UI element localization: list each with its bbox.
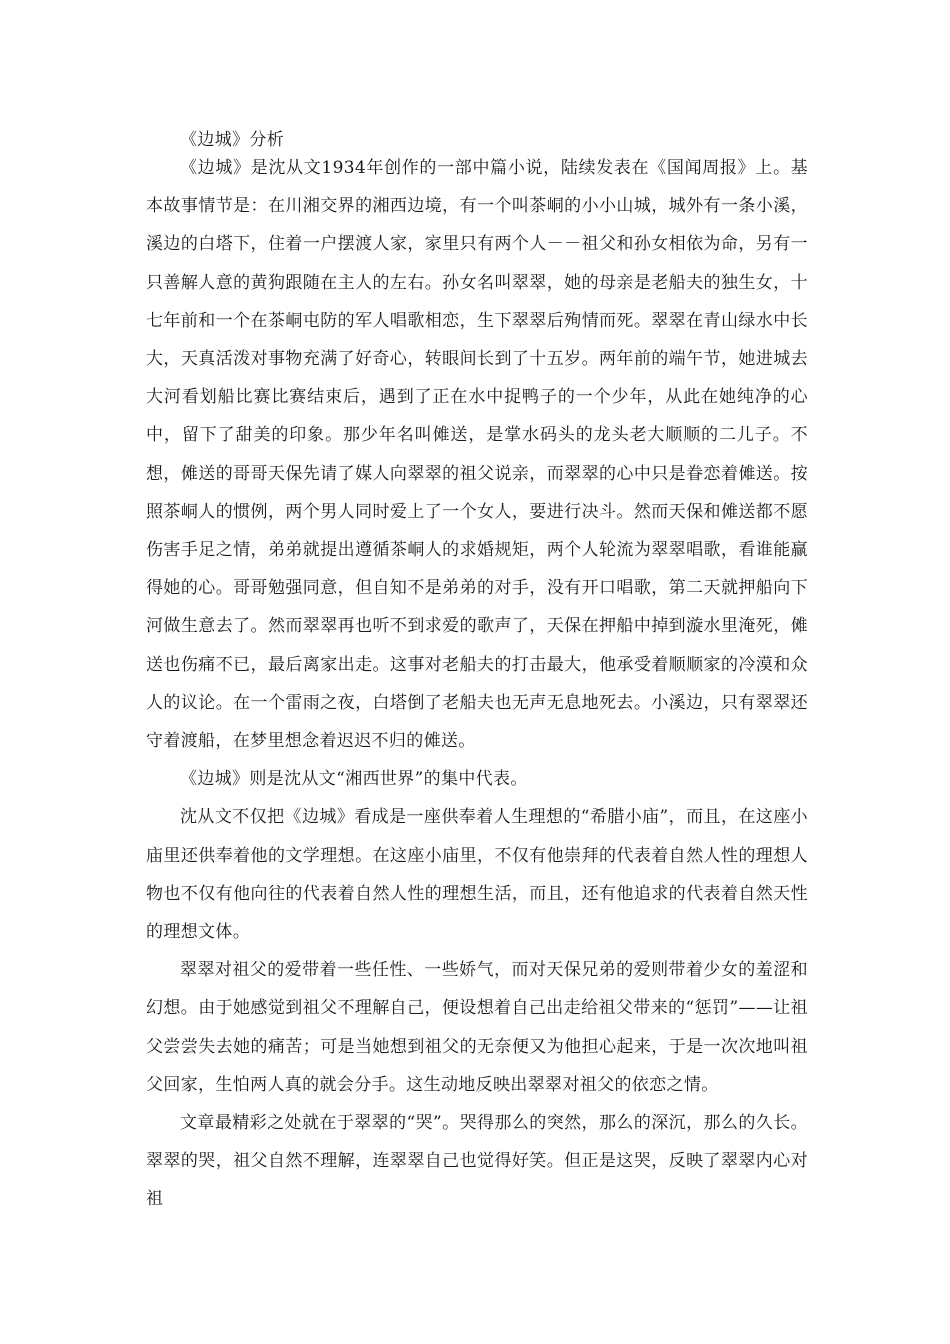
document-body xyxy=(146,125,808,1219)
paragraph-xiangxi-world: 《边城》则是沈从文“湘西世界”的集中代表。 xyxy=(180,769,528,790)
document-title: 《边城》分析 xyxy=(180,130,285,150)
paragraph-greek-temple: 沈从文不仅把《边城》看成是一座供奉着人生理想的“希腊小庙”，而且，在这座小庙里还供奉着他的文学理想。在这座小庙里，不仅有他崇拜的代表着自然人性的理想人物也不仅有他向往的代表着自然人性的理想生活，而且，还有他追求的代表着自然天性的理想文体。 xyxy=(146,807,808,943)
paragraph-cuicui-crying: 文章最精彩之处就在于翠翠的“哭”。哭得那么的突然，那么的深沉，那么的久长。翠翠的哭，祖父自然不理解，连翠翠自己也觉得好笑。但正是这哭，反映了翠翠内心对祖 xyxy=(146,1113,808,1210)
paragraph-cuicui-grandfather: 翠翠对祖父的爱带着一些任性、一些娇气，而对天保兄弟的爱则带着少女的羞涩和幻想。由于她感觉到祖父不理解自己，便设想着自己出走给祖父带来的“惩罚”——让祖父尝尝失去她的痛苦；可是当她想到祖父的无奈便又为他担心起来，于是一次次地叫祖父回家，生怕两人真的就会分手。这生动地反映出翠翠对祖父的依恋之情。 xyxy=(146,960,808,1095)
paragraph-story-summary: 《边城》是沈从文1934年创作的一部中篇小说，陆续发表在《国闻周报》上。基本故事情节是：在川湘交界的湘西边境，有一个叫茶峒的小小山城，城外有一条小溪，溪边的白塔下，住着一户摆渡人家，家里只有两个人－－祖父和孙女相依为命，另有一只善解人意的黄狗跟随在主人的左右。孙女名叫翠翠，她的母亲是老船夫的独生女，十七年前和一个在茶峒屯防的军人唱歌相恋，生下翠翠后殉情而死。翠翠在青山绿水中长大，天真活泼对事物充满了好奇心，转眼间长到了十五岁。两年前的端午节，她进城去大河看划船比赛比赛结束后，遇到了正在水中捉鸭子的一个少年，从此在她纯净的心中，留下了甜美的印象。那少年名叫傩送，是掌水码头的龙头老大顺顺的二儿子。不想，傩送的哥哥天保先请了媒人向翠翠的祖父说亲，而翠翠的心中只是眷恋着傩送。按照茶峒人的惯例，两个男人同时爱上了一个女人，要进行决斗。然而天保和傩送都不愿伤害手足之情，弟弟就提出遵循茶峒人的求婚规矩，两个人轮流为翠翠唱歌，看谁能赢得她的心。哥哥勉强同意，但自知不是弟弟的对手，没有开口唱歌，第二天就押船向下河做生意去了。然而翠翠再也听不到求爱的歌声了，天保在押船中掉到漩水里淹死，傩送也伤痛不已，最后离家出走。这事对老船夫的打击最大，他承受着顺顺家的冷漠和众人的议论。在一个雷雨之夜，白塔倒了老船夫也无声无息地死去。小溪边，只有翠翠还守着渡船，在梦里想念着迟迟不归的傩送。 xyxy=(146,158,808,752)
